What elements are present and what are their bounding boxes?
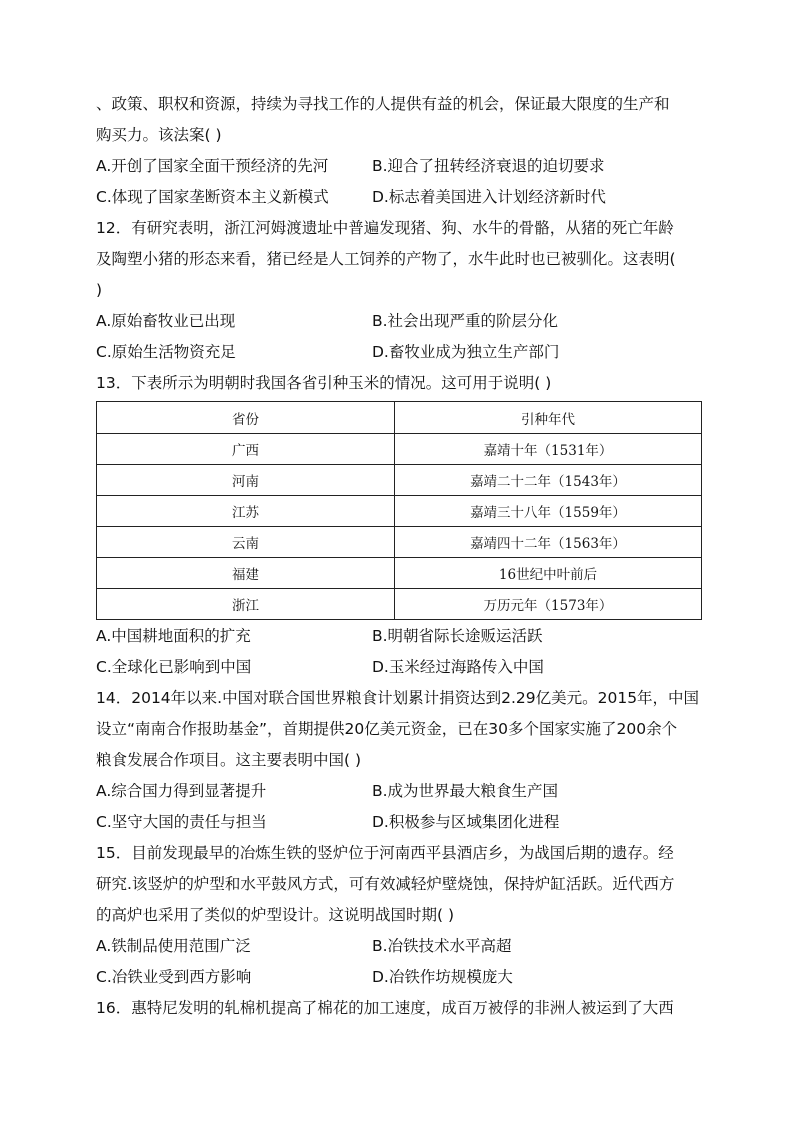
table-cell-province: 云南 [97,527,395,558]
table-header-province: 省份 [97,402,395,434]
table-row [97,465,702,496]
question-13-options-row-2 [96,652,702,683]
table-cell-year: 16世纪中叶前后 [395,558,702,589]
question-12-options-row-2 [96,337,702,368]
option-d[interactable]: D.冶铁作坊规模庞大 [372,968,513,986]
option-d[interactable]: D.积极参与区域集团化进程 [372,813,560,831]
question-13 [96,368,702,683]
option-b[interactable]: B.迎合了扭转经济衰退的迫切要求 [372,157,605,175]
question-14-line-2: 设立“南南合作报助基金”，首期提供20亿美元资金，已在30多个国家实施了200余个 [96,720,678,738]
question-15-line-3: 的高炉也采用了类似的炉型设计。这说明战国时期( ) [96,906,455,924]
table-cell-year: 嘉靖四十二年（1563年） [395,527,702,558]
question-11-line-1: 、政策、职权和资源，持续为寻找工作的人提供有益的机会，保证最大限度的生产和 [96,95,670,113]
question-13-options-row-1 [96,621,702,652]
option-d[interactable]: D.玉米经过海路传入中国 [372,658,544,676]
question-12-line-3: ) [96,281,103,299]
option-a[interactable]: A.开创了国家全面干预经济的先河 [96,157,329,175]
option-c[interactable]: C.全球化已影响到中国 [96,658,252,676]
option-c[interactable]: C.冶铁业受到西方影响 [96,968,252,986]
option-a[interactable]: A.综合国力得到显著提升 [96,782,267,800]
question-15-line-2: 研究.该竖炉的炉型和水平鼓风方式，可有效减轻炉壁烧蚀，保持炉缸活跃。近代西方 [96,875,675,893]
table-header-row [97,402,702,434]
option-d[interactable]: D.畜牧业成为独立生产部门 [372,343,560,361]
question-11-options-row-1 [96,151,702,182]
option-b[interactable]: B.冶铁技术水平高超 [372,937,512,955]
option-b[interactable]: B.成为世界最大粮食生产国 [372,782,559,800]
question-12 [96,213,702,368]
question-13-line-1: 13．下表所示为明朝时我国各省引种玉米的情况。这可用于说明( ) [96,374,552,392]
option-c[interactable]: C.体现了国家垄断资本主义新模式 [96,188,329,206]
question-11 [96,89,702,213]
option-b[interactable]: B.社会出现严重的阶层分化 [372,312,559,330]
table-cell-province: 福建 [97,558,395,589]
question-15-line-1: 15．目前发现最早的冶炼生铁的竖炉位于河南西平县酒店乡，为战国后期的遗存。经 [96,844,674,862]
table-row [97,527,702,558]
question-14-line-3: 粮食发展合作项目。这主要表明中国( ) [96,751,362,769]
table-cell-year: 嘉靖二十二年（1543年） [395,465,702,496]
question-16-line-1: 16．惠特尼发明的轧棉机提高了棉花的加工速度，成百万被俘的非洲人被运到了大西 [96,999,674,1017]
table-row [97,589,702,620]
question-14 [96,683,702,838]
question-16 [96,993,702,1024]
question-15-options-row-2 [96,962,702,993]
question-12-line-1: 12．有研究表明，浙江河姆渡遗址中普遍发现猪、狗、水牛的骨骼，从猪的死亡年龄 [96,219,674,237]
question-14-options-row-2 [96,807,702,838]
question-11-options-row-2 [96,182,702,213]
question-12-line-2: 及陶塑小猪的形态来看，猪已经是人工饲养的产物了，水牛此时也已被驯化。这表明( [96,250,676,268]
table-header-year: 引种年代 [395,402,702,434]
option-d[interactable]: D.标志着美国进入计划经济新时代 [372,188,606,206]
option-c[interactable]: C.坚守大国的责任与担当 [96,813,267,831]
corn-introduction-table [96,401,702,620]
option-c[interactable]: C.原始生活物资充足 [96,343,236,361]
option-a[interactable]: A.中国耕地面积的扩充 [96,627,251,645]
table-cell-province: 广西 [97,434,395,465]
question-14-line-1: 14．2014年以来.中国对联合国世界粮食计划累计捐资达到2.29亿美元。2015年，中国 [96,689,700,707]
question-11-line-2: 购买力。该法案( ) [96,126,222,144]
table-cell-province: 河南 [97,465,395,496]
table-cell-year: 嘉靖三十八年（1559年） [395,496,702,527]
table-cell-province: 浙江 [97,589,395,620]
question-12-options-row-1 [96,306,702,337]
question-14-options-row-1 [96,776,702,807]
question-15 [96,838,702,993]
option-b[interactable]: B.明朝省际长途贩运活跃 [372,627,543,645]
table-cell-year: 万历元年（1573年） [395,589,702,620]
table-row [97,558,702,589]
table-cell-year: 嘉靖十年（1531年） [395,434,702,465]
table-cell-province: 江苏 [97,496,395,527]
option-a[interactable]: A.铁制品使用范围广泛 [96,937,251,955]
option-a[interactable]: A.原始畜牧业已出现 [96,312,236,330]
question-15-options-row-1 [96,931,702,962]
table-row [97,496,702,527]
table-row [97,434,702,465]
page-content [96,89,702,1024]
